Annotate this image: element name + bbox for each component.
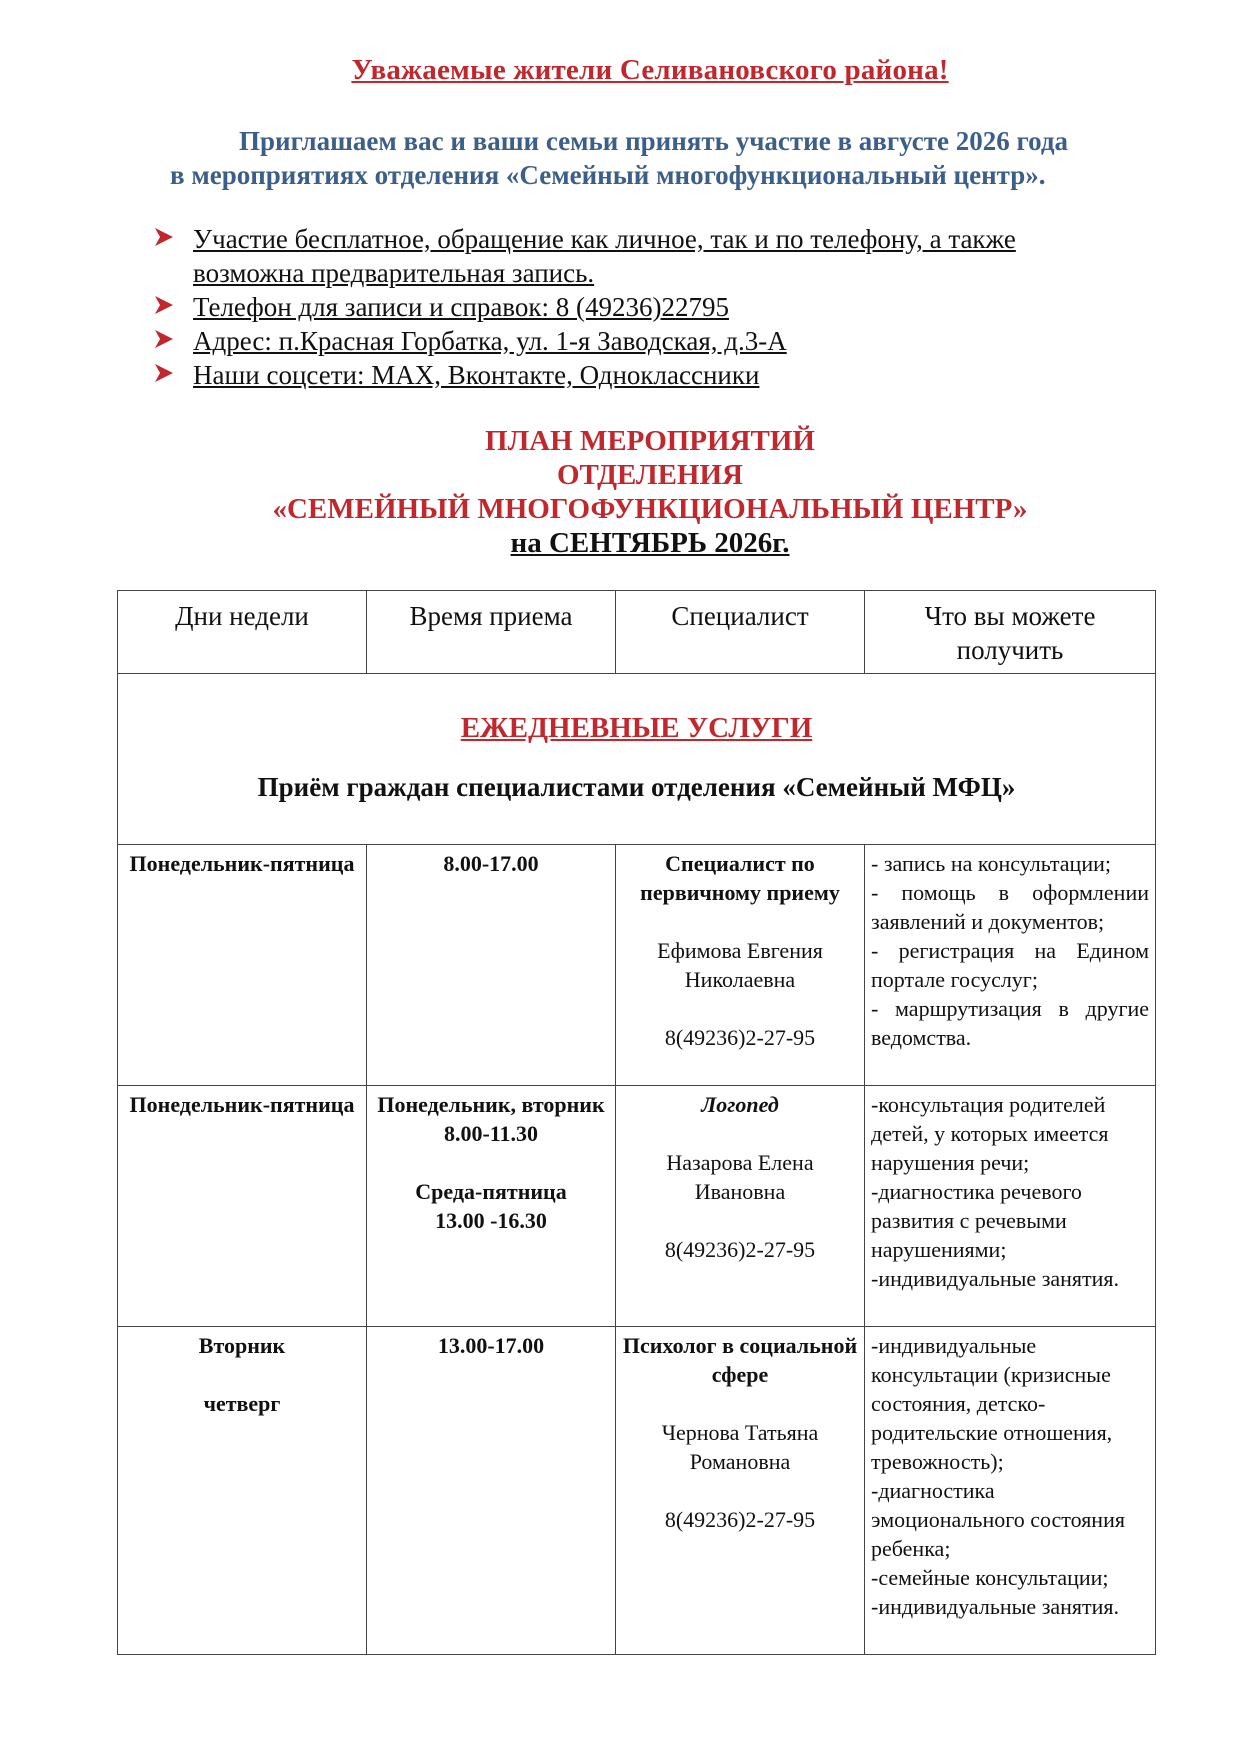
row-days-text-2: четверг: [203, 1391, 281, 1416]
service-item: -диагностика эмоционального состояния ребенка;: [871, 1478, 1125, 1561]
service-item: -диагностика речевого развития с речевыми нарушениями;: [871, 1179, 1082, 1262]
plan-title-line-2: ОТДЕЛЕНИЯ: [557, 459, 743, 491]
row-services: [865, 1327, 1156, 1655]
row-specialist: [616, 1327, 865, 1655]
service-item: -индивидуальные занятия.: [871, 1266, 1120, 1291]
table-header-row: [118, 591, 1156, 674]
row-days-text: Понедельник-пятница: [129, 1092, 355, 1117]
row-days: [118, 1086, 367, 1327]
arrow-bullet-icon: [154, 226, 174, 248]
daily-services-subtitle: Приём граждан специалистами отделения «Семейный МФЦ»: [257, 772, 1016, 802]
header-days: Дни недели: [118, 591, 367, 674]
row-days-text: Вторник: [198, 1333, 286, 1358]
specialist-title: Специалист по первичному приему: [640, 851, 840, 905]
row-days: [118, 1327, 367, 1655]
arrow-bullet-icon: [154, 294, 174, 316]
header-time: Время приема: [367, 591, 616, 674]
header-specialist: Специалист: [616, 591, 865, 674]
info-item-text: Адрес: п.Красная Горбатка, ул. 1-я Заводская, д.3-А: [193, 326, 787, 356]
plan-title-line-3: «СЕМЕЙНЫЙ МНОГОФУНКЦИОНАЛЬНЫЙ ЦЕНТР»: [272, 493, 1028, 525]
schedule-table: [117, 590, 1156, 1655]
specialist-name: Назарова Елена Ивановна: [666, 1150, 814, 1204]
table-row: [118, 1086, 1156, 1327]
row-days-text: Понедельник-пятница: [129, 851, 355, 876]
row-specialist: [616, 1086, 865, 1327]
invitation-line-2: в мероприятиях отделения «Семейный многофункциональный центр».: [170, 160, 1046, 190]
specialist-title: Психолог в социальной сфере: [622, 1333, 858, 1387]
service-item: - запись на консультации;: [871, 851, 1111, 876]
daily-services-cell: [118, 674, 1156, 845]
greeting-title: Уважаемые жители Селивановского района!: [351, 54, 949, 86]
info-item: [150, 358, 1110, 392]
plan-heading: [0, 424, 1241, 560]
service-item: -индивидуальные занятия.: [871, 1594, 1120, 1619]
service-item: -индивидуальные консультации (кризисные состояния, детско-родительские отношения, тревожность);: [871, 1333, 1113, 1474]
row-services: [865, 845, 1156, 1086]
daily-services-row: [118, 674, 1156, 845]
service-item: - маршрутизация в другие ведомства.: [871, 996, 1149, 1050]
info-list: [150, 222, 1110, 392]
row-time-text: 13.00-17.00: [437, 1333, 545, 1358]
info-item: [150, 290, 1110, 324]
row-time-text: 8.00-17.00: [443, 851, 539, 876]
row-time: [367, 1086, 616, 1327]
plan-title-line-1: ПЛАН МЕРОПРИЯТИЙ: [485, 425, 815, 457]
specialist-phone: 8(49236)2-27-95: [664, 1025, 816, 1050]
invitation-line-1: Приглашаем вас и ваши семьи принять участие в августе 2026 года: [239, 126, 1068, 156]
row-days: [118, 845, 367, 1086]
info-item-text: Телефон для записи и справок: 8 (49236)22795: [193, 292, 729, 322]
row-time-text: Понедельник, вторник 8.00-11.30: [377, 1092, 605, 1146]
invitation-text: [170, 124, 1140, 192]
daily-services-title: ЕЖЕДНЕВНЫЕ УСЛУГИ: [460, 712, 813, 744]
specialist-title: Логопед: [701, 1092, 779, 1117]
row-time: [367, 1327, 616, 1655]
row-services: [865, 1086, 1156, 1327]
arrow-bullet-icon: [154, 328, 174, 350]
row-specialist: [616, 845, 865, 1086]
specialist-phone: 8(49236)2-27-95: [664, 1237, 816, 1262]
info-item: [150, 324, 1110, 358]
service-item: -консультация родителей детей, у которых имеется нарушения речи;: [871, 1092, 1109, 1175]
service-item: -семейные консультации;: [871, 1565, 1109, 1590]
plan-month: [0, 526, 1241, 560]
table-row: [118, 845, 1156, 1086]
row-time-text-3: 13.00 -16.30: [435, 1208, 547, 1233]
arrow-bullet-icon: [154, 362, 174, 384]
info-item-text: Участие бесплатное, обращение как личное, так и по телефону, а также возможна предварительная запись.: [193, 224, 1016, 288]
table-row: [118, 1327, 1156, 1655]
specialist-name: Ефимова Евгения Николаевна: [657, 938, 823, 992]
info-item: [150, 222, 1110, 290]
row-time-text-2: Среда-пятница: [415, 1179, 567, 1204]
specialist-name: Чернова Татьяна Романовна: [661, 1420, 819, 1474]
service-item: - регистрация на Едином портале госуслуг;: [871, 938, 1149, 992]
row-time: [367, 845, 616, 1086]
header-services: Что вы можете получить: [865, 591, 1156, 674]
plan-month-text: на СЕНТЯБРЬ 2026г.: [510, 527, 790, 559]
info-item-text: Наши соцсети: MAX, Вконтакте, Одноклассники: [193, 360, 760, 390]
specialist-phone: 8(49236)2-27-95: [664, 1507, 816, 1532]
service-item: - помощь в оформлении заявлений и документов;: [871, 880, 1149, 934]
